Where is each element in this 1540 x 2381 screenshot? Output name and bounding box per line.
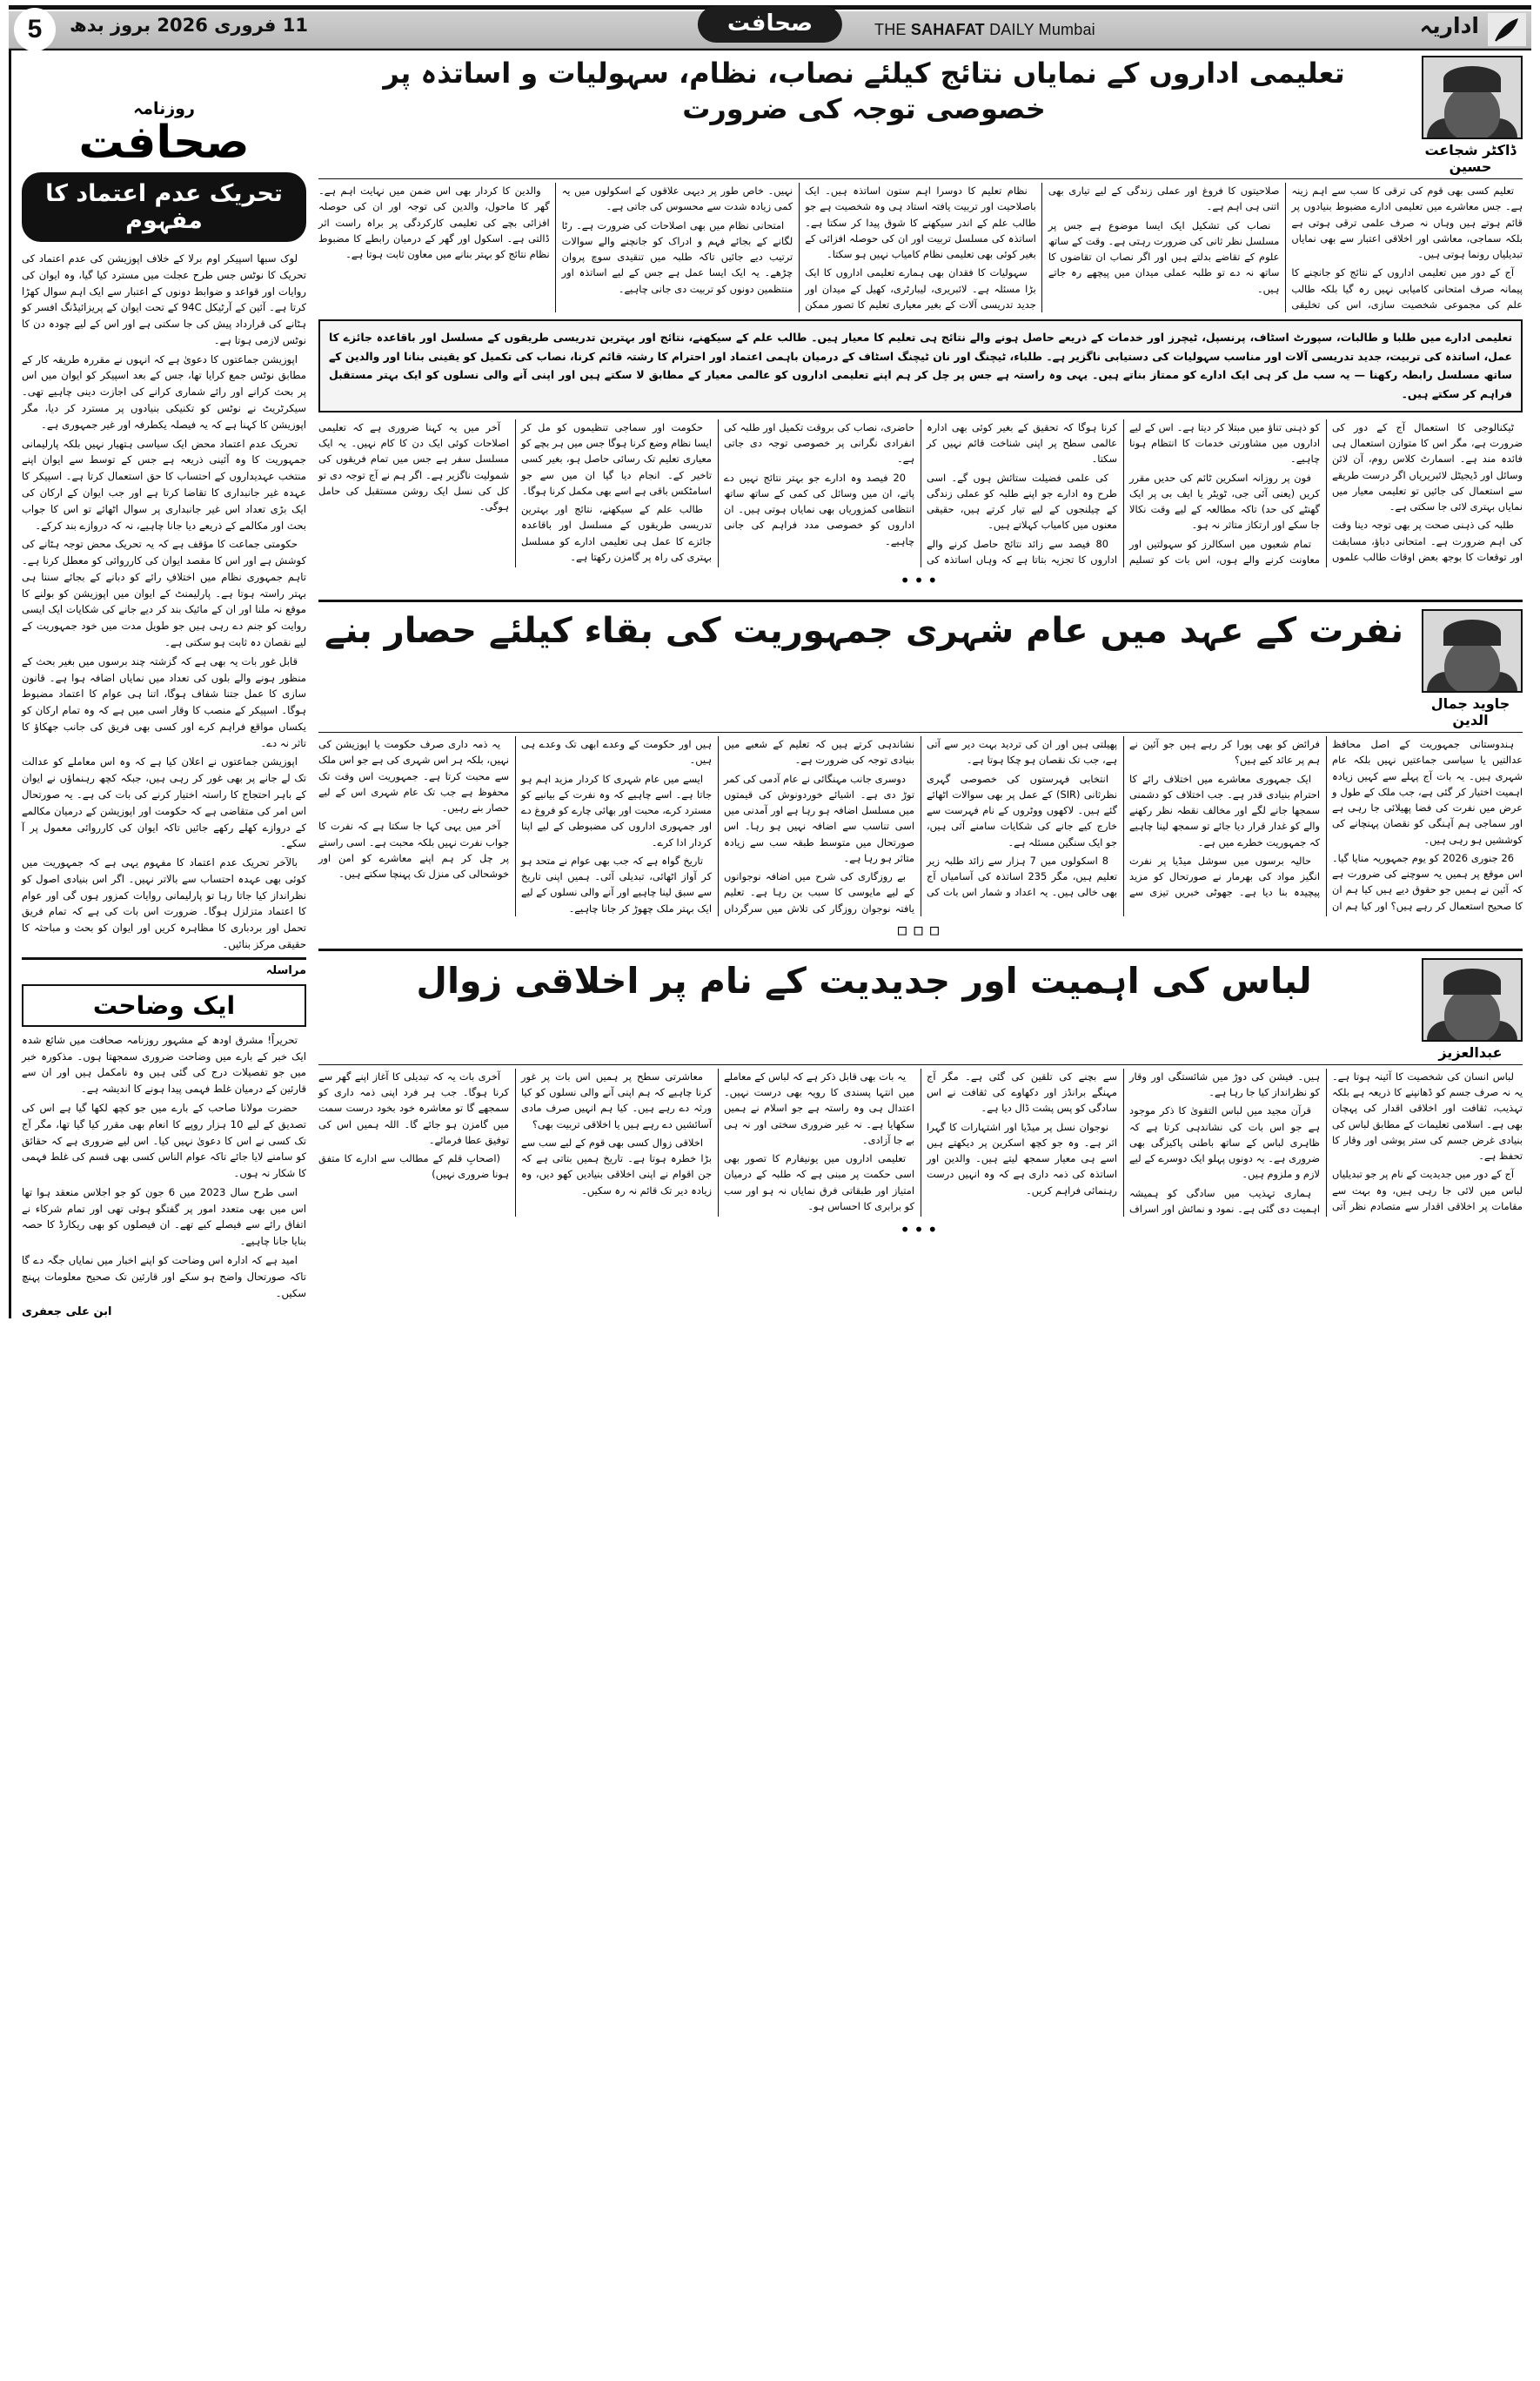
article-democracy (318, 609, 1523, 940)
paragraph: تعلیمی اداروں میں یونیفارم کا تصور بھی اسی حکمت پر مبنی ہے کہ طلبہ کے درمیان امتیاز اور طبقاتی فرق نمایاں نہ ہو اور سب کو برابری کا احساس ہو۔ (724, 1152, 914, 1212)
article-2-end-mark: ▫▫▫ (896, 918, 945, 940)
article-1-byline: ڈاکٹر شجاعت حسین (1424, 142, 1517, 175)
author-portrait (1422, 56, 1523, 139)
article-3-header (318, 958, 1523, 1061)
paragraph: تحریک عدم اعتماد محض ایک سیاسی ہتھیار نہیں بلکہ پارلیمانی جمہوریت کا وہ آئینی ذریعہ ہے جس کے توسط سے ایوان اپنے منتخب عہدیداروں کے احتساب کا حق استعمال کرتا ہے۔ اسپیکر کا عہدہ غیر جانبداری کا تقاضا کرتا ہے اور جب ایوان کے ارکان کی ایک بڑی تعداد اس غیر جانبداری پر سوال اٹھائے تو اس کا جواب بحث اور مکالمے کے ذریعے دیا جانا چاہیے، نہ کہ دروازے بند کرکے۔ (22, 437, 306, 532)
paragraph: اپوزیشن جماعتوں نے اعلان کیا ہے کہ وہ اس معاملے کو عدالت تک لے جانے پر بھی غور کر رہی ہیں، جبکہ کچھ رہنماؤں نے ایوان کے باہر احتجاج کا راستہ اختیار کرنے کی بات کی ہے۔ یہ صورتحال اس امر کی متقاضی ہے کہ حکومت اور اپوزیشن کے درمیان مکالمے کے دروازے کھلے رکھے جائیں تاکہ ایوان کی کارروائی معمول پر آ سکے۔ (22, 755, 306, 850)
rail-divider (22, 957, 306, 960)
rail-brand-small: روزنامہ (133, 99, 195, 118)
paragraph: لباس انسان کی شخصیت کا آئینہ ہوتا ہے۔ یہ نہ صرف جسم کو ڈھانپنے کا ذریعہ ہے بلکہ تہذیب، ثقافت اور اخلاقی اقدار کی پہچان بھی ہے۔ اسلامی تعلیمات کے مطابق لباس کی بنیادی غرض جسم کی ستر پوشی اور وقار کا تحفظ ہے۔ (1332, 1070, 1523, 1163)
paragraph: والدین کا کردار بھی اس ضمن میں نہایت اہم ہے۔ گھر کا ماحول، والدین کی توجہ اور ان کی حوصلہ افزائی بچے کی تعلیمی کارکردگی پر براہ راست اثر ڈالتی ہے۔ اسکول اور گھر کے درمیان رابطے کا مضبوط نظام نتائج کو بہتر بنانے میں معاون ثابت ہوتا ہے۔ (318, 184, 550, 260)
paragraph: تحریراً! مشرق اودھ کے مشہور روزنامہ صحافت میں شائع شدہ ایک خبر کے بارے میں وضاحت ضروری سمجھتا ہوں۔ مذکورہ خبر میں جو تفصیلات درج کی گئی ہیں وہ نامکمل ہیں اور ان سے قارئین کے درمیان غلط فہمی پیدا ہونے کا اندیشہ ہے۔ (22, 1033, 306, 1096)
paragraph: اسی طرح سال 2023 میں 6 جون کو جو اجلاس منعقد ہوا تھا اس میں بھی متعدد امور پر گفتگو ہوئی تھی اور تمام شرکاء نے اتفاق رائے سے فیصلے کیے تھے۔ ان فیصلوں کو بھی ریکارڈ کا حصہ بنایا جانا چاہیے۔ (22, 1185, 306, 1248)
article-3-end-mark: ••• (900, 1219, 941, 1241)
paragraph: حکومت اور سماجی تنظیموں کو مل کر ایسا نظام وضع کرنا ہوگا جس میں ہر بچے کو معیاری تعلیم تک رسائی حاصل ہو، بغیر کسی تاخیر کے۔ انجام دیا گیا ان میں سے جو اسامٹکس باقی ہے اسے بھی مکمل کرنا ہوگا۔ (521, 420, 712, 497)
paragraph: قابل غور بات یہ بھی ہے کہ گزشتہ چند برسوں میں بغیر بحث کے منظور ہونے والے بلوں کی تعداد میں نمایاں اضافہ ہوا ہے۔ قانون سازی کا عمل جتنا شفاف ہوگا، اتنا ہی عوام کا اعتماد مضبوط ہوگا۔ اسپیکر کے منصب کا وقار اسی میں ہے کہ وہ تمام ارکان کو یکساں مواقع فراہم کرے اور کسی بھی فریق کی جانب جھکاؤ کا تاثر نہ دے۔ (22, 654, 306, 749)
paragraph: معاشرتی سطح پر ہمیں اس بات پر غور کرنا چاہیے کہ ہم اپنی آنے والی نسلوں کو کیا ورثہ دے رہے ہیں۔ کیا ہم انہیں صرف مادی آسائشیں دے رہے ہیں یا اخلاقی تربیت بھی؟ (521, 1070, 712, 1130)
paragraph: قرآن مجید میں لباس التقویٰ کا ذکر موجود ہے جو اس بات کی نشاندہی کرتا ہے کہ ظاہری لباس کے ساتھ باطنی پاکیزگی بھی ضروری ہے۔ یہ دونوں پہلو ایک دوسرے کے لیے لازم و ملزوم ہیں۔ (1129, 1104, 1320, 1181)
paragraph: ایسے میں عام شہری کا کردار مزید اہم ہو جاتا ہے۔ اسے چاہیے کہ وہ نفرت کے بیانیے کو مسترد کرے، محبت اور بھائی چارے کو فروغ دے اور جمہوری اداروں کی مضبوطی کے لیے اپنا کردار ادا کرے۔ (521, 772, 712, 848)
article-2-author-block (1418, 609, 1523, 728)
paragraph: امتحانی نظام میں بھی اصلاحات کی ضرورت ہے۔ رٹا لگانے کے بجائے فہم و ادراک کو جانچنے والے سوالات ترتیب دیے جائیں تاکہ طلبہ میں تنقیدی سوچ پروان چڑھے۔ یہ ایک ایسا عمل ہے جس کے لیے اساتذہ اور منتظمین دونوں کو تربیت دی جانی چاہیے۔ (561, 218, 793, 295)
article-2-headline: نفرت کے عہد میں عام شہری جمہوریت کی بقاء کیلئے حصار بنے (324, 611, 1404, 652)
masthead-bar (9, 11, 1531, 49)
article-1-headline: تعلیمی اداروں کے نمایاں نتائج کیلئے نصاب، نظام، سہولیات و اساتذہ پر خصوصی توجہ کی ضرورت (383, 57, 1345, 125)
letters-signature: ابن علی جعفری (22, 1305, 112, 1319)
paragraph: 20 فیصد وہ ادارے جو بہتر نتائج نہیں دے پاتے، ان میں وسائل کی کمی کے ساتھ ساتھ انتظامی کمزوریاں بھی نمایاں ہوتی ہیں۔ ان اداروں کو خصوصی مدد فراہم کی جانی چاہیے۔ (724, 471, 914, 547)
paragraph: لوک سبھا اسپیکر اوم برلا کے خلاف اپوزیشن کی عدم اعتماد کی تحریک کا نوٹس جس طرح عجلت میں مسترد کیا گیا، وہ ایوان کی روایات اور قواعد و ضوابط دونوں کے اعتبار سے ایک اہم سوال کھڑا کرتا ہے۔ آئین کے آرٹیکل 94C کے تحت ایوان کے پریزائیڈنگ افسر کو ہٹانے کی قرارداد پیش کی جا سکتی ہے اور اس کے لیے چودہ دن کا نوٹس لازمی ہوتا ہے۔ (22, 252, 306, 346)
author-portrait (1422, 609, 1523, 693)
article-2-body (318, 736, 1523, 916)
paragraph: سہولیات کا فقدان بھی ہمارے تعلیمی اداروں کا ایک بڑا مسئلہ ہے۔ لائبریری، لیبارٹری، کھیل کے میدان اور جدید تدریسی آلات کے بغیر معیاری تعلیم کا تصور ممکن نہیں۔ خاص طور پر دیہی علاقوں کے اسکولوں میں یہ کمی زیادہ شدت سے محسوس کی جاتی ہے۔ (561, 184, 1036, 311)
paragraph: تاریخ گواہ ہے کہ جب بھی عوام نے متحد ہو کر آواز اٹھائی، تبدیلی آئی۔ ہمیں اپنی تاریخ سے سبق لینا چاہیے اور آنے والی نسلوں کے لیے ایک بہتر ملک چھوڑ کر جانا چاہیے۔ (521, 854, 712, 915)
paragraph: امید ہے کہ ادارہ اس وضاحت کو اپنے اخبار میں نمایاں جگہ دے گا تاکہ صورتحال واضح ہو سکے اور قارئین تک صحیح معلومات پہنچ سکیں۔ (22, 1253, 306, 1299)
masthead-date: 11 فروری 2026 بروز بدھ (70, 15, 308, 36)
paragraph: طلبہ کی ذہنی صحت پر بھی توجہ دینا وقت کی اہم ضرورت ہے۔ امتحانی دباؤ، مسابقت اور توقعات کا بوجھ بعض اوقات طالب علموں کو ذہنی تناؤ میں مبتلا کر دیتا ہے۔ اس کے لیے اداروں میں مشاورتی خدمات کا انتظام ہونا چاہیے۔ (1129, 420, 1523, 563)
article-2-byline: جاوید جمال الدین (1430, 695, 1510, 729)
paragraph: یہ ذمہ داری صرف حکومت یا اپوزیشن کی نہیں، بلکہ ہر اس شہری کی ہے جو اس ملک سے محبت کرتا ہے۔ جمہوریت اس وقت تک محفوظ ہے جب تک عام شہری اس کے لیے حصار بنے رہیں۔ (318, 738, 509, 815)
paragraph: اخلاقی زوال کسی بھی قوم کے لیے سب سے بڑا خطرہ ہوتا ہے۔ تاریخ ہمیں بتاتی ہے کہ جن اقوام نے اپنی اخلاقی بنیادیں کھو دیں، وہ زیادہ دیر تک قائم نہ رہ سکیں۔ (521, 1136, 712, 1197)
article-3-body (318, 1069, 1523, 1217)
article-3-headline: لباس کی اہمیت اور جدیدیت کے نام پر اخلاقی زوال (416, 959, 1312, 1002)
paragraph: نظام تعلیم کا دوسرا اہم ستون اساتذہ ہیں۔ ایک باصلاحیت اور تربیت یافتہ استاد ہی وہ شخصیت ہے جو طالب علم کے اندر سیکھنے کا شوق پیدا کر سکتا ہے۔ اساتذہ کی مسلسل تربیت اور ان کی حوصلہ افزائی کے بغیر کوئی بھی تعلیمی نظام کامیاب نہیں ہو سکتا۔ (805, 184, 1036, 260)
article-dress-morality (318, 958, 1523, 1240)
masthead-english-title (874, 21, 1095, 39)
paragraph: تعلیم کسی بھی قوم کی ترقی کا سب سے اہم زینہ ہے۔ جس معاشرے میں تعلیمی ادارے مضبوط بنیادوں پر قائم ہوتے ہیں وہاں نہ صرف علمی ترقی ہوتی ہے بلکہ سماجی، معاشی اور اخلاقی اعتبار سے بھی نمایاں تبدیلیاں رونما ہوتی ہیں۔ (1291, 184, 1523, 260)
author-portrait (1422, 958, 1523, 1042)
paragraph: طالب علم کے سیکھنے، نتائج اور بہترین تدریسی طریقوں کے مسلسل اور باقاعدہ جائزے کا عمل ہی تعلیمی ادارے کو مسلسل بہتری کی راہ پر گامزن رکھتا ہے۔ (521, 503, 712, 563)
paragraph: ایک جمہوری معاشرے میں اختلاف رائے کا احترام بنیادی قدر ہے۔ جب اختلاف کو دشمنی سمجھا جانے لگے اور مخالف نقطہ نظر رکھنے والے کو غدار قرار دیا جائے تو سمجھ لینا چاہیے کہ جمہوریت خطرے میں ہے۔ (1129, 772, 1320, 848)
article-3-author-block (1418, 958, 1523, 1061)
article-1-header (318, 56, 1523, 175)
article-1-author-block (1418, 56, 1523, 175)
article-1-callout: تعلیمی ادارے میں طلبا و طالبات، سپورٹ اسٹاف، پرنسپل، ٹیچرز اور خدمات کے ذریعے حاصل ہونے والے نتائج ہی تعلیم کا معیار ہیں۔ طالب علم کے سیکھنے، نتائج اور بہترین تدریسی طریقوں کے مسلسل اور باقاعدہ جائزے کا عمل، اساتذہ کی تربیت، جدید تدریسی آلات اور مناسب سہولیات کی دستیابی ناگزیر ہے۔ طلباء، ٹیچنگ اور نان ٹیچنگ اسٹاف کے درمیان باہمی اعتماد اور احترام کا رشتہ قائم کرنا، نصاب کی تکمیل کو یقینی بنانا اور والدین کے ساتھ مسلسل رابطہ رکھنا — یہ سب مل کر ہی ایک ادارے کو ممتاز بناتے ہیں۔ یہی وہ راستہ ہے جس پر چل کر ہم اپنے تعلیمی اداروں کو عالمی معیار کے مطابق لا سکتے ہیں اور اپنی آنے والی نسلوں کو ایک بہتر مستقبل فراہم کر سکتے ہیں۔ (318, 319, 1523, 412)
paragraph: آج کے دور میں تعلیمی اداروں کے نتائج کو جانچنے کا پیمانہ صرف امتحانی کامیابی نہیں رہ گیا بلکہ طالب علم کی مجموعی شخصیت سازی، اس کی تخلیقی صلاحیتوں کا فروغ اور عملی زندگی کے لیے تیاری بھی اتنی ہی اہم ہے۔ (1048, 184, 1523, 311)
letters-box (22, 964, 306, 1319)
paragraph: 8 اسکولوں میں 7 ہزار سے زائد طلبہ زیر تعلیم ہیں، مگر 235 اساتذہ کی آسامیاں آج بھی خالی ہیں۔ یہ اعداد و شمار اس بات کی نشاندہی کرتے ہیں کہ تعلیم کے شعبے میں بنیادی توجہ کی ضرورت ہے۔ (724, 738, 1117, 899)
page-number: 5 (16, 10, 54, 50)
letters-body (22, 1032, 306, 1302)
paragraph: ہندوستانی جمہوریت کے اصل محافظ عدالتیں یا سیاسی جماعتیں نہیں بلکہ عام شہری ہیں۔ یہ بات آج پہلے سے کہیں زیادہ اہمیت اختیار کر گئی ہے، جب ملک کے طول و عرض میں نفرت کی فضا پھیلائی جا رہی ہے اور سماجی ہم آہنگی کو نقصان پہنچانے کی کوششیں ہو رہی ہیں۔ (1332, 738, 1523, 846)
paragraph: آخری بات یہ کہ تبدیلی کا آغاز اپنے گھر سے کرنا ہوگا۔ جب ہر فرد اپنی ذمہ داری کو سمجھے گا تو معاشرہ خود بخود درست سمت میں گامزن ہو جائے گا۔ اللہ ہمیں اس کی توفیق عطا فرمائے۔ (318, 1070, 509, 1146)
article-2-header (318, 609, 1523, 728)
editorial-banner-headline: تحریک عدم اعتماد کا مفہوم (22, 172, 306, 242)
paragraph: ہماری تہذیب میں سادگی کو ہمیشہ اہمیت دی گئی ہے۔ نمود و نمائش اور اسراف سے بچنے کی تلقین کی گئی ہے۔ مگر آج مہنگے برانڈز اور دکھاوے کی ثقافت نے اس سادگی کو پس پشت ڈال دیا ہے۔ (927, 1070, 1320, 1215)
article-1-body-top (318, 183, 1523, 312)
article-3-byline: عبدالعزیز (1438, 1043, 1503, 1061)
paragraph: حضرت مولانا صاحب کے بارے میں جو کچھ لکھا گیا ہے اس کی تصدیق کے لیے 10 ہزار روپے کا انعام بھی مقرر کیا گیا تھا، مگر آج تک کسی نے اس کا دعویٰ نہیں کیا۔ اس لیے ضروری ہے کہ حقائق کو سامنے لایا جائے تاکہ عوام الناس کسی بھی قسم کی غلط فہمی کا شکار نہ ہوں۔ (22, 1101, 306, 1180)
paragraph: تمام شعبوں میں اسکالرز کو سہولتیں اور معاونت کرنے والے ہوں، اس بات کو تسلیم کرنا ہوگا کہ تحقیق کے بغیر کوئی بھی ادارہ عالمی سطح پر اپنی شناخت قائم نہیں کر سکتا۔ (927, 420, 1320, 566)
article-divider-1 (318, 600, 1523, 602)
article-1-body-bottom (318, 419, 1523, 567)
page-body (9, 50, 1531, 1318)
quill-pen-icon (1488, 13, 1526, 46)
editorial-body (22, 251, 306, 953)
letters-title: ایک وضاحت (22, 984, 306, 1027)
masthead-logo: صحافت (698, 6, 842, 43)
main-articles-area (315, 50, 1531, 1318)
paragraph: بے روزگاری کی شرح میں اضافہ نوجوانوں کے لیے مایوسی کا سبب بن رہا ہے۔ تعلیم یافتہ نوجوان روزگار کی تلاش میں سرگرداں ہیں اور حکومت کے وعدے ابھی تک وعدے ہی ہیں۔ (521, 738, 914, 915)
paragraph: آج کے دور میں جدیدیت کے نام پر جو تبدیلیاں لباس میں لائی جا رہی ہیں، وہ بہت سے مقامات پر اخلاقی اقدار سے متصادم نظر آتی ہیں۔ فیشن کی دوڑ میں شائستگی اور وقار کو نظرانداز کیا جا رہا ہے۔ (1129, 1070, 1523, 1212)
english-title-brand: SAHAFAT (910, 21, 985, 38)
paragraph: آخر میں یہ کہنا ضروری ہے کہ تعلیمی اصلاحات کوئی ایک دن کا کام نہیں۔ یہ ایک مسلسل سفر ہے جس میں تمام فریقوں کی شمولیت ناگزیر ہے۔ اگر ہم نے آج توجہ دی تو کل کی نسل ایک روشن مستقبل کی حامل ہوگی۔ (318, 420, 509, 513)
paragraph: حالیہ برسوں میں سوشل میڈیا پر نفرت انگیز مواد کی بھرمار نے صورتحال کو مزید پیچیدہ بنا دیا ہے۔ جھوٹی خبریں تیزی سے پھیلتی ہیں اور ان کی تردید بہت دیر سے آتی ہے، جب تک نقصان ہو چکا ہوتا ہے۔ (927, 738, 1320, 899)
paragraph: 26 جنوری 2026 کو یوم جمہوریہ منایا گیا۔ اس موقع پر ہمیں یہ سوچنے کی ضرورت ہے کہ آئین نے ہمیں جو حقوق دیے ہیں کیا ہم ان کا صحیح استعمال کر رہے ہیں؟ اور کیا ہم ان فرائض کو بھی پورا کر رہے ہیں جو آئین نے ہم پر عائد کیے ہیں؟ (1129, 738, 1523, 912)
english-title-post: DAILY Mumbai (984, 21, 1095, 38)
paragraph: 80 فیصد سے زائد نتائج حاصل کرنے والے اداروں کا تجزیہ بتاتا ہے کہ وہاں اساتذہ کی حاضری، نصاب کی بروقت تکمیل اور طلبہ کی انفرادی نگرانی پر خصوصی توجہ دی جاتی ہے۔ (724, 420, 1117, 566)
paragraph: آخر میں یہی کہا جا سکتا ہے کہ نفرت کا جواب نفرت نہیں بلکہ محبت ہے۔ اسی راستے پر چل کر ہم اپنے معاشرے کو امن اور خوشحالی کی منزل تک پہنچا سکتے ہیں۔ (318, 820, 509, 881)
paragraph: اپوزیشن جماعتوں کا دعویٰ ہے کہ انہوں نے مقررہ طریقہ کار کے مطابق نوٹس جمع کرایا تھا، جس کے بعد اسپیکر کو ایوان میں اس پر بحث کرانے اور رائے شماری کرانے کی اجازت دینی چاہیے تھی۔ سیکرٹریٹ نے نوٹس کو تکنیکی بنیادوں پر مسترد کر دیا، مگر اپوزیشن کا کہنا ہے کہ یہ فیصلہ یکطرفہ اور غیر جمہوری ہے۔ (22, 352, 306, 431)
paragraph: انتخابی فہرستوں کی خصوصی گہری نظرثانی (SIR) کے عمل پر بھی سوالات اٹھائے گئے ہیں۔ لاکھوں ووٹروں کے نام فہرست سے خارج کیے جانے کی شکایات سامنے آئی ہیں، جو ایک سنگین مسئلہ ہے۔ (927, 772, 1118, 848)
paragraph: حکومتی جماعت کا مؤقف ہے کہ یہ تحریک محض توجہ ہٹانے کی کوشش ہے اور اس کا مقصد ایوان کی کارروائی کو معطل کرنا ہے۔ تاہم جمہوری نظام میں اختلافِ رائے کو دبانے کے بجائے سننا ہی بہتر راستہ ہوتا ہے۔ پارلیمنٹ کے ایوان میں اپوزیشن کو بولنے کا موقع نہ ملنا اور ان کے مائیک بند کر دیے جانے کی شکایات ایک ایسی روایت کو جنم دے رہی ہیں جو طویل مدت میں خود جمہوریت کے لیے نقصان دہ ثابت ہو سکتی ہے۔ (22, 538, 306, 648)
paragraph: بالآخر تحریک عدم اعتماد کا مفہوم یہی ہے کہ جمہوریت میں کوئی بھی عہدہ احتساب سے بالاتر نہیں۔ اگر اس بنیادی اصول کو نظرانداز کیا جاتا رہا تو پارلیمانی روایات کمزور ہوں گی اور عوام کا اعتماد متزلزل ہوگا۔ ضرورت اس بات کی ہے کہ تمام فریق تحمل اور بردباری کا مظاہرہ کریں اور ایوان کو بحث و مباحثہ کا حقیقی مرکز بنائیں۔ (22, 856, 306, 951)
paragraph: یہ بات بھی قابل ذکر ہے کہ لباس کے معاملے میں انتہا پسندی کا رویہ بھی درست نہیں۔ اعتدال ہی وہ راستہ ہے جو اسلام نے ہمیں سکھایا ہے۔ نہ غیر ضروری سختی اور نہ ہی بے جا آزادی۔ (724, 1070, 914, 1146)
section-label: اداریہ (1419, 13, 1479, 38)
paragraph: (اصحابِ قلم کے مطالب سے ادارے کا متفق ہونا ضروری نہیں) (318, 1152, 509, 1181)
letters-label: مراسلہ (265, 963, 306, 977)
paragraph: فون پر روزانہ اسکرین ٹائم کی حدیں مقرر کریں (یعنی آئی جی، ٹویٹر یا ایف بی پر ایک گھنٹے کی حد) تاکہ مطالعہ کے لیے وقت نکالا جا سکے اور ارتکاز متاثر نہ ہو۔ (1129, 471, 1320, 532)
rail-brand-big: صحافت (78, 117, 250, 169)
editorial-rail (9, 50, 315, 1318)
paragraph: نصاب کی تشکیل ایک ایسا موضوع ہے جس پر مسلسل نظر ثانی کی ضرورت رہتی ہے۔ وقت کے ساتھ علوم کے تقاضے بدلتے ہیں اور اگر نصاب ان تقاضوں کا ساتھ نہ دے تو طلبہ عملی میدان میں پیچھے رہ جاتے ہیں۔ (1048, 218, 1280, 295)
article-1-end-mark: ••• (900, 570, 941, 592)
paragraph: نوجوان نسل پر میڈیا اور اشتہارات کا گہرا اثر ہے۔ وہ جو کچھ اسکرین پر دیکھتے ہیں اسے ہی معیار سمجھ لیتے ہیں۔ والدین اور اساتذہ کی ذمہ داری ہے کہ وہ انہیں درست رہنمائی فراہم کریں۔ (927, 1120, 1117, 1197)
english-title-pre: THE (874, 21, 911, 38)
paragraph: ٹیکنالوجی کا استعمال آج کے دور کی ضرورت ہے، مگر اس کا متوازن استعمال ہی فائدہ مند ہے۔ اسمارٹ کلاس روم، آن لائن وسائل اور ڈیجیٹل لائبریریاں اگر درست طریقے سے استعمال کی جائیں تو تعلیمی معیار میں نمایاں بہتری لائی جا سکتی ہے۔ (1332, 420, 1523, 513)
article-education (318, 56, 1523, 591)
paragraph: کی علمی فضیلت ستائش ہوں گے۔ اسی طرح وہ ادارے جو اپنے طلبہ کو عملی زندگی کے چیلنجوں کے لیے تیار کرتے ہیں، حقیقی معنوں میں کامیاب کہلاتے ہیں۔ (927, 471, 1117, 532)
newspaper-page (0, 5, 1540, 2381)
article-divider-2 (318, 949, 1523, 951)
paragraph: دوسری جانب مہنگائی نے عام آدمی کی کمر توڑ دی ہے۔ اشیائے خوردونوش کی قیمتوں میں مسلسل اضافہ ہو رہا ہے اور آمدنی میں اسی تناسب سے اضافہ نہیں ہو رہا۔ اس صورتحال میں متوسط طبقہ سب سے زیادہ متاثر ہو رہا ہے۔ (724, 772, 914, 864)
